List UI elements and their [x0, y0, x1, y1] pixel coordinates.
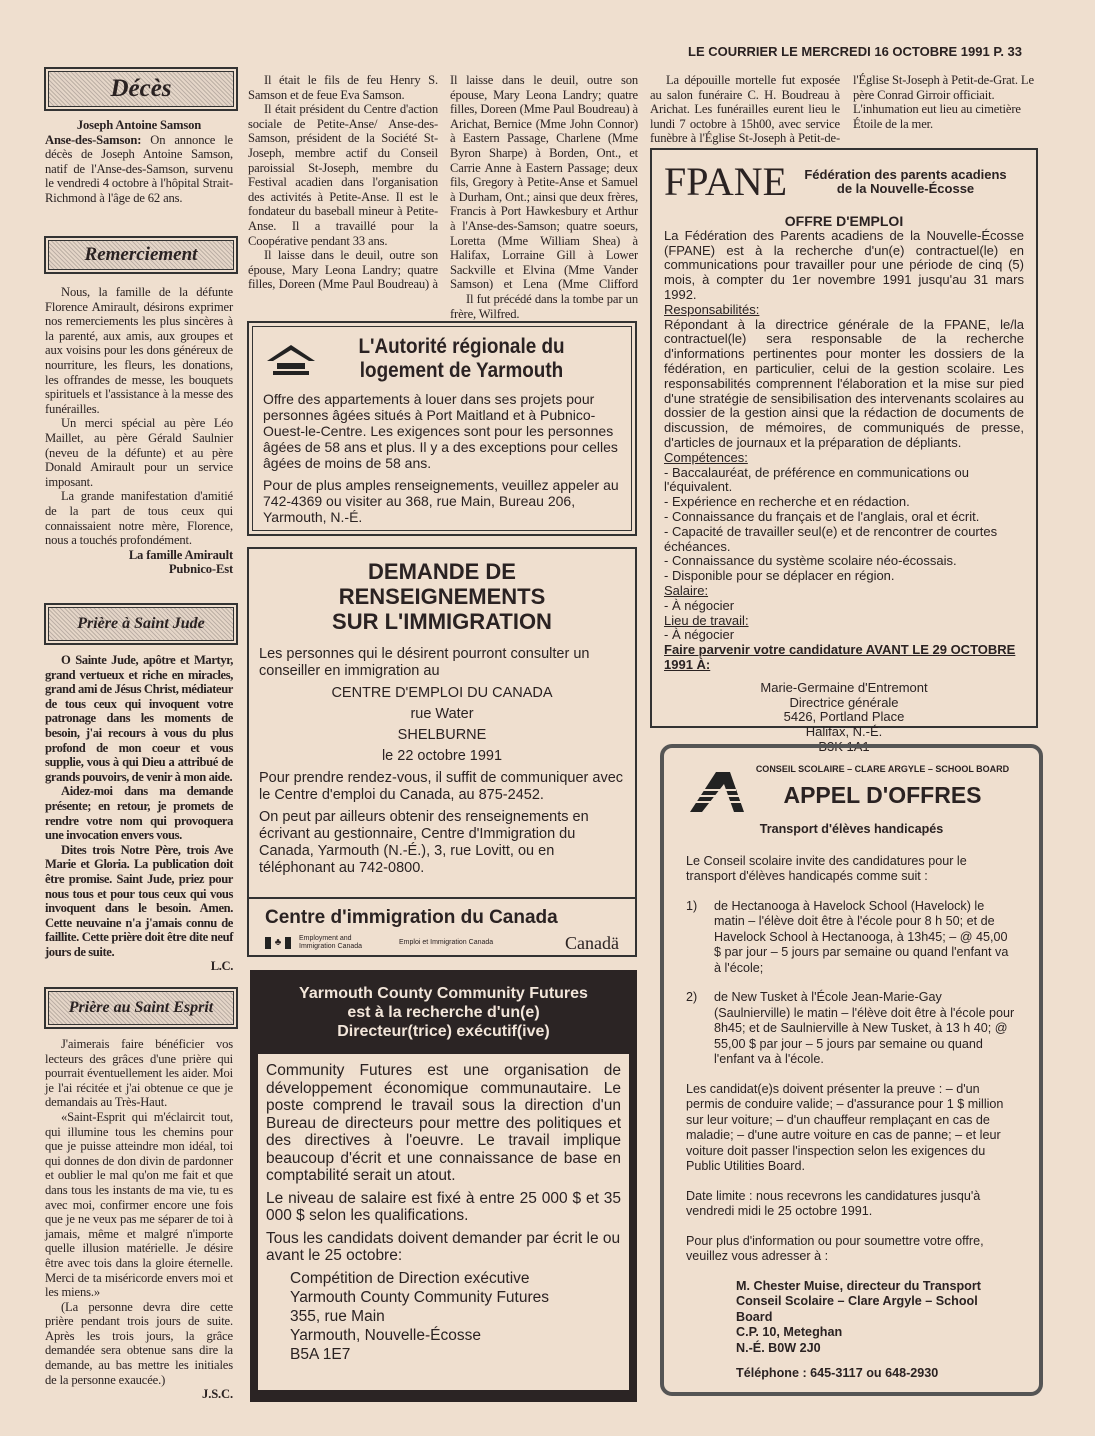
remerciement-heading: Remerciement — [44, 236, 238, 274]
school-board-logo-icon — [686, 768, 748, 816]
canada-wordmark: Canadä — [565, 933, 619, 953]
deces-article-part4: La dépouille mortelle fut exposée au salon funéraire C. H. Boudreau à Arichat. Les funérailles eurent lieu le lundi 7 octobre à 15h00, avec service funèbre à l'Église St-Joseph à Petit-de- — [650, 73, 840, 146]
deces-article-part3: Il laisse dans le deuil, outre son épouse, Mary Leona Landry; quatre filles, Doreen (Mme Paul Boudreau) à Arichat, Bernice (Mme John Connor) à Eastern Passage, Charlene (Mme Byron Sharpe) à Borden, Ont., et Carrie Anne à Eastern Passage; deux fils, Gregory à Petite-Anse et Samuel à Durham, Ont.; ainsi que deux frères, Francis à Port Hawkesbury et Arthur à l'Anse-des-Samson; quatre soeurs, Loretta (Mme William Shea) à Halifax, Lorraine Gill à Lower Sackville et Elvina (Mme Vander Samson) et Lena (Mme Clifford Il fut précédé dans la tombe par un frère, Wilfred. — [450, 73, 638, 321]
logement-p2: Pour de plus amples renseignements, veuillez appeler au 742-4369 ou visiter au 368, rue Main, Bureau 206, Yarmouth, N.-É. — [263, 477, 619, 525]
deces-article-part5: l'Église St-Joseph à Petit-de-Grat. Le père Conrad Girroir officiait. L'inhumation eut lieu au cimetière Étoile de la mer. — [853, 73, 1034, 131]
masthead: LE COURRIER LE MERCREDI 16 OCTOBRE 1991 P. 33 — [688, 44, 1023, 59]
futures-ad: Yarmouth County Community Futures est à la recherche d'un(e) Directeur(trice) exécutif(ive) Community Futures est une organisation de développement économique communautaire. Le poste comprend le travail sous la direction d'un Bureau de directeurs pour mettre des politiques et des directives à l'oeuvre. Le travail implique beaucoup d'écrit et une connaissance de base en comptabilité serait un atout. Le niveau de salaire est fixé à entre 25 000 $ et 35 000 $ selon les qualifications. Tous les candidats doivent demander par écrit le ou avant le 25 octobre: Compétition de Direction exécutive Yarmouth County Community Futures 355, rue Main Yarmouth, Nouvelle-Écosse B5A 1E7 — [250, 970, 637, 1402]
remerciement-article: Nous, la famille de la défunte Florence Amirault, désirons exprimer nos remerciements les plus sincères à la parenté, aux amis, aux groupes et aux voisins pour les dons généreux de nourriture, les fleurs, les donations, les offrandes de messe, les bouquets spirituels et l'assistance à la messe des funérailles. Un merci spécial au père Léo Maillet, au père Gérald Saulnier (neveu de la défunte) et au père Donald Amirault pour un service imposant. La grande manifestation d'amitié de la part de tous ceux qui connaissaient notre mère, Florence, nous a touchés profondément. La famille Amirault Pubnico-Est — [45, 285, 233, 577]
immigration-centre-title: Centre d'immigration du Canada — [265, 907, 558, 928]
esprit-article: J'aimerais faire bénéficier vos lecteurs des grâces d'une prière qui pourrait éventuellement les aider. Moi je l'ai récitée et j'ai obtenue ce que je demandais au Très-Haut. «Saint-Esprit qui m'éclaircit tout, qui illumine tous les chemins pour que je puisse atteindre mon idéal, toi qui donnes de don divin de pardonner et oublier le mal qu'on me fait et que dans tous les instants de ma vie, tu es avec moi, confirmer encore une fois que je ne veux pas me séparer de toi à jamais, même et malgré n'importe quelle illusion matérielle. Je désire être avec tois dans la gloire éternelle. Merci de ta miséricorde envers moi et les miens.» (La personne devra dire cette prière pendant trois jours de suite. Après les trois jours, la grâce demandée sera obtenue sans dire la demande, au bas mettre les initiales de la personne exaucée.) J.S.C. — [45, 1037, 233, 1402]
fpane-ad: FPANE Fédération des parents acadiens de la Nouvelle-Écosse OFFRE D'EMPLOI La Fédération des Parents acadiens de la Nouvelle-Écosse (FPANE) est à la recherche d'un(e) contractuel(le) en communications pour travailler pour une période de cinq (5) mois, à compter du 1er novembre 1991 jusqu'au 31 mars 1992. Responsabilités: Répondant à la directrice générale de la FPANE, le/la contractuel(le) sera responsable de la recherche d'informations pertinentes pour monter les dossiers de la fédération, en particulier, celui de la gestion scolaire. Les responsabilités comprennent l'élaboration et la mise sur pied d'une stratégie de sensibilisation des intervenants scolaires au dossier de la gestion ainsi que la rédaction de documents de discussion, de mémoires, de communiqués de presse, d'articles de journaux et la préparation de dépliants. Compétences: - Baccalauréat, de préférence en communications ou l'équivalent. - Expérience en recherche et en rédaction. - Connaissance du français et de l'anglais, oral et écrit. - Capacité de travailler seul(e) et de rencontrer de courtes échéances. - Connaissance du système scolaire néo-écossais. - Disponible pour se déplacer en région. Salaire: - À négocier Lieu de travail: - À négocier Faire parvenir votre candidature AVANT LE 29 OCTOBRE 1991 À: Marie-Germaine d'Entremont Directrice générale 5426, Portland Place Halifax, N.-É. B3K 1A1 — [650, 148, 1038, 728]
logement-title-2: logement de Yarmouth — [359, 359, 564, 382]
deces-heading: Décès — [44, 67, 238, 111]
house-logo-icon — [263, 341, 319, 377]
fpane-logo: FPANE — [664, 159, 788, 204]
jude-article: O Sainte Jude, apôtre et Martyr, grand vertueux et riche en miracles, grand ami de Jésus Christ, médiateur de tous ceux qui invoquent votre patronage dans les moments de besoin, j'ai recours à vous du plus profond de mon coeur et vous supplie, vous à qui Dieu a attribué de grands pouvoirs, de venir à mon aide. Aidez-moi dans ma demande présente; en retour, je promets de rendre votre nom qui provoquera une invocation envers vous. Dites trois Notre Père, trois Ave Marie et Gloria. La publication doit être promise. Saint Jude, priez pour nous tous et pour tous ceux qui vous invoquent dans le besoin. Amen. Cette neuvaine n'a j'amais connu de faillite. Cette prière doit être dite neuf jours de suite. L.C. — [45, 653, 233, 974]
deces-name: Joseph Antoine Samson — [76, 118, 202, 132]
logement-ad — [247, 321, 637, 536]
immigration-ad: DEMANDE DE RENSEIGNEMENTS SUR L'IMMIGRATION Les personnes qui le désirent pourront consulter un conseiller en immigration au CENTRE D'EMPLOI DU CANADA rue Water SHELBURNE le 22 octobre 1991 Pour prendre rendez-vous, il suffit de communiquer avec le Centre d'emploi du Canada, au 875-2452. On peut par ailleurs obtenir des renseignements en écrivant au gestionnaire, Centre d'Immigration du Canada, Yarmouth (N.-É.), 3, rue Lovitt, ou en téléphonant au 742-0800. Centre d'immigration du Canada ♣ Employment and Immigration Canada Emploi et Immigration Canada Canadä — [247, 547, 637, 957]
logement-title-1: L'Autorité régionale du — [358, 335, 565, 358]
jude-heading: Prière à Saint Jude — [44, 603, 238, 645]
logement-p1: Offre des appartements à louer dans ses projets pour personnes âgées situés à Port Maitland et à Pubnico-Ouest-le-Centre. Les exigences sont pour les personnes âgées de 58 ans et plus. Il y a des exceptions pour celles âgées de moins de 58 ans. — [263, 391, 618, 471]
deces-article-part2: Il était le fils de feu Henry S. Samson et de feue Eva Samson. Il était président du Centre d'action sociale de Petite-Anse/ Anse-des-Samson, président de la Société St-Joseph, membre actif du Conseil paroissial St-Joseph, membre du Festival acadien dans l'organisation des activités à Petite-Anse. Il est le fondateur du baseball mineur à Petite-Anse. Il a travaillé pour la Coopérative pendant 33 ans. Il laisse dans le deuil, outre son épouse, Mary Leona Landry; quatre filles, Doreen (Mme Paul Boudreau) à — [248, 73, 438, 292]
canada-flag-icon: ♣ — [265, 937, 291, 949]
esprit-heading: Prière au Saint Esprit — [44, 987, 238, 1029]
deces-p1: On annonce le décès de Joseph Antoine Samson, natif de l'Anse-des-Samson, survenu le vendredi 4 octobre à l'hôpital Strait-Richmond à l'âge de 62 ans. — [45, 132, 233, 205]
deces-article-part1 — [45, 118, 233, 206]
appel-offres-ad: CONSEIL SCOLAIRE – CLARE ARGYLE – SCHOOL BOARD APPEL D'OFFRES Transport d'élèves handicapés Le Conseil scolaire invite des candidatures pour le transport d'élèves handicapés comme suit : 1) de Hectanooga à Havelock School (Havelock) le matin – l'élève doit être à l'école pour 8 h 50; et de Havelock School à Hectanooga, à 13h45; – @ 45,00 $ par jour – 5 jours par semaine ou quand l'enfant va à l'école; 2) de New Tusket à l'École Jean-Marie-Gay (Saulnierville) le matin – l'élève doit être à l'école pour 8h45; et de Saulnierville à New Tusket, à 13 h 40; @ 55,00 $ par jour – 5 jours par semaine ou quand l'enfant va à l'école. Les candidat(e)s doivent présenter la preuve : – d'un permis de conduire valide; – d'assurance pour 1 $ million sur leur voiture; – d'un chauffeur remplaçant en cas de maladie; – d'une autre voiture en cas de panne; – et leur voiture doit passer l'inspection selon les exigences du Public Utilities Board. Date limite : nous recevrons les candidatures jusqu'à vendredi midi le 25 octobre 1991. Pour plus d'information ou pour soumettre votre offre, veuillez vous adresser à : M. Chester Muise, directeur du Transport Conseil Scolaire – Clare Argyle – School Board C.P. 10, Meteghan N.-É. B0W 2J0 Téléphone : 645-3117 ou 648-2930 — [660, 744, 1043, 1396]
deces-place: Anse-des-Samson: — [45, 132, 142, 147]
